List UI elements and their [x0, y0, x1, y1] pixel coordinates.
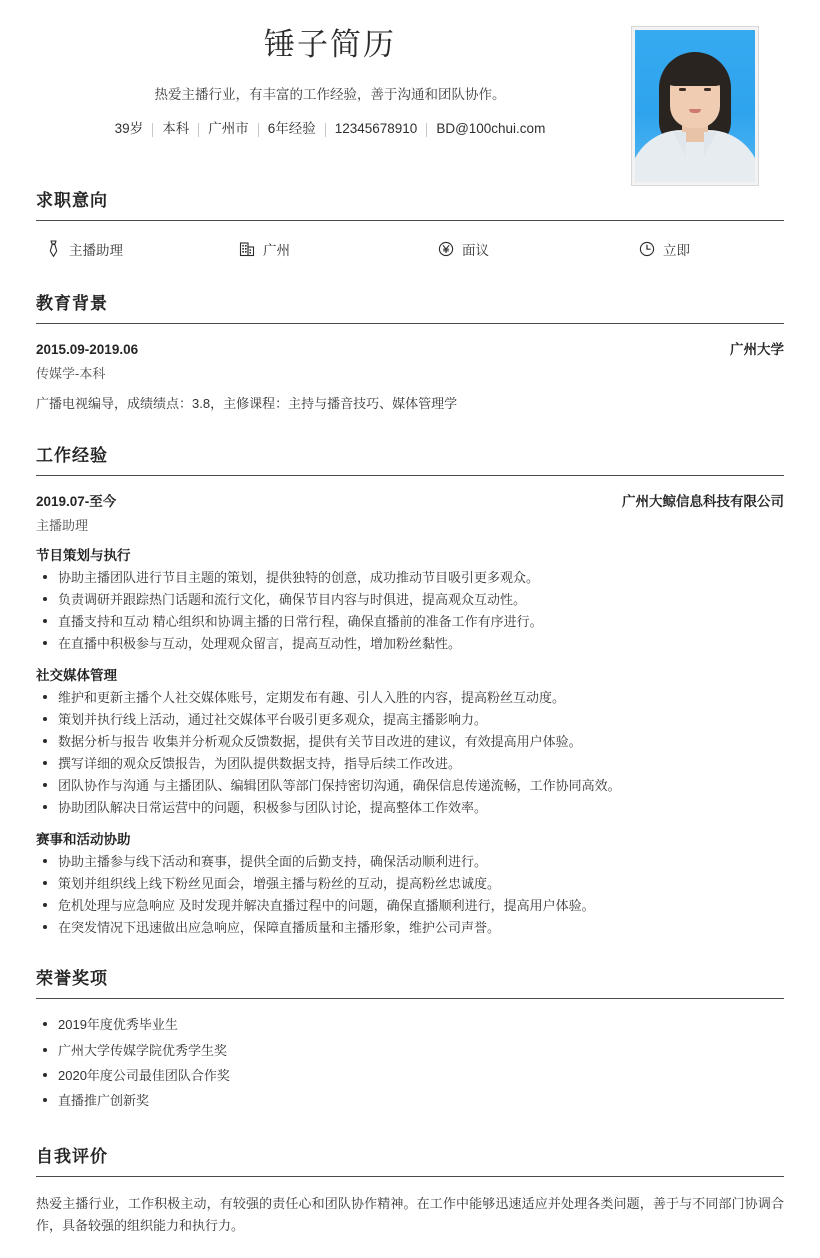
work-group-title: 社交媒体管理: [36, 667, 117, 683]
list-item: 策划并组织线上线下粉丝见面会，增强主播与粉丝的互动，提高粉丝忠诚度。: [36, 872, 784, 894]
intent-availability: [595, 239, 780, 259]
intent-position: [40, 239, 225, 259]
section-education: [36, 289, 784, 415]
work-group: [36, 664, 784, 818]
header-summary: 热爱主播行业，有丰富的工作经验，善于沟通和团队协作。: [154, 87, 506, 103]
list-item: 危机处理与应急响应 及时发现并解决直播过程中的问题，确保直播顺利进行，提高用户体验。: [36, 894, 784, 916]
section-title-self-evaluation: 自我评价: [36, 1142, 784, 1177]
contact-experience: 6年经验: [267, 121, 316, 137]
portrait-eye-right: [704, 88, 711, 91]
contact-phone: 12345678910: [334, 121, 418, 137]
section-self-evaluation: [36, 1142, 784, 1238]
portrait-collar-right: [704, 132, 717, 156]
list-item: 团队协作与沟通 与主播团队、编辑团队等部门保持密切沟通，确保信息传递流畅，工作协同高效。: [36, 774, 784, 796]
contact-line: [36, 119, 624, 139]
list-item: 协助团队解决日常运营中的问题，积极参与团队讨论，提高整体工作效率。: [36, 796, 784, 818]
section-work-experience: [36, 441, 784, 939]
intent-location-value: 广州: [263, 243, 290, 258]
intent-salary: [410, 239, 595, 259]
section-job-intention: [36, 186, 784, 263]
work-group: [36, 544, 784, 654]
list-item: 广州大学传媒学院优秀学生奖: [36, 1041, 784, 1066]
work-entry-header: [36, 490, 784, 510]
list-item: 直播支持和互动 精心组织和协调主播的日常行程，确保直播前的准备工作有序进行。: [36, 610, 784, 632]
work-group: [36, 828, 784, 938]
list-item: 2019年度优秀毕业生: [36, 1015, 784, 1040]
profile-photo-image: [635, 30, 755, 182]
work-group-bullets: [36, 850, 784, 938]
resume-header: [36, 0, 784, 160]
building-icon: [239, 241, 255, 257]
page-title: 锤子简历: [264, 27, 396, 62]
contact-age: 39岁: [114, 121, 144, 137]
job-intention-row: [36, 221, 784, 263]
intent-location: [225, 239, 410, 259]
section-title-job-intention: 求职意向: [36, 186, 784, 221]
list-item: 协助主播团队进行节目主题的策划，提供独特的创意，成功推动节目吸引更多观众。: [36, 566, 784, 588]
work-entry: [36, 476, 784, 939]
list-item: 维护和更新主播个人社交媒体账号，定期发布有趣、引人入胜的内容，提高粉丝互动度。: [36, 686, 784, 708]
contact-education: 本科: [162, 121, 190, 137]
portrait-collar-left: [673, 132, 686, 156]
contact-city: 广州市: [208, 121, 249, 137]
education-detail: 广播电视编导，成绩绩点：3.8，主修课程：主持与播音技巧、媒体管理学: [36, 396, 458, 411]
list-item: 协助主播参与线下活动和赛事，提供全面的后勤支持，确保活动顺利进行。: [36, 850, 784, 872]
portrait-eye-left: [679, 88, 686, 91]
list-item: 2020年度公司最佳团队合作奖: [36, 1066, 784, 1091]
contact-email: BD@100chui.com: [436, 121, 546, 137]
self-evaluation-text: 热爱主播行业，工作积极主动，有较强的责任心和团队协作精神。在工作中能够迅速适应并处理各类问题，善于与不同部门协调合作，具备较强的组织能力和执行力。: [36, 1196, 784, 1234]
tie-icon: [46, 240, 61, 258]
work-group-title: 赛事和活动协助: [36, 832, 131, 848]
list-item: 在突发情况下迅速做出应急响应，保障直播质量和主播形象，维护公司声誉。: [36, 916, 784, 938]
profile-photo: [631, 26, 759, 186]
work-position: 主播助理: [36, 517, 89, 533]
work-group-bullets: [36, 566, 784, 654]
work-group-bullets: [36, 686, 784, 818]
list-item: 负责调研并跟踪热门话题和流行文化，确保节目内容与时俱进，提高观众互动性。: [36, 588, 784, 610]
work-company: 广州大鲸信息科技有限公司: [622, 493, 784, 509]
intent-salary-value: 面议: [462, 243, 489, 258]
list-item: 撰写详细的观众反馈报告，为团队提供数据支持，指导后续工作改进。: [36, 752, 784, 774]
list-item: 数据分析与报告 收集并分析观众反馈数据，提供有关节目改进的建议，有效提高用户体验。: [36, 730, 784, 752]
section-awards: [36, 964, 784, 1116]
section-title-awards: 荣誉奖项: [36, 964, 784, 999]
education-entry-header: [36, 338, 784, 358]
work-date: 2019.07-至今: [36, 493, 117, 509]
intent-availability-value: 立即: [663, 243, 690, 258]
list-item: 直播推广创新奖: [36, 1091, 784, 1116]
intent-position-value: 主播助理: [69, 243, 123, 258]
portrait-hair-front: [665, 56, 725, 86]
awards-list: [36, 1015, 784, 1116]
clock-icon: [639, 241, 655, 257]
section-title-education: 教育背景: [36, 289, 784, 324]
education-major: 传媒学-本科: [36, 366, 106, 381]
education-entry: [36, 324, 784, 415]
education-school: 广州大学: [730, 342, 784, 357]
section-title-work-experience: 工作经验: [36, 441, 784, 476]
education-date: 2015.09-2019.06: [36, 342, 139, 357]
work-group-title: 节目策划与执行: [36, 547, 131, 563]
list-item: 在直播中积极参与互动，处理观众留言，提高互动性，增加粉丝黏性。: [36, 632, 784, 654]
list-item: 策划并执行线上活动，通过社交媒体平台吸引更多观众，提高主播影响力。: [36, 708, 784, 730]
yen-circle-icon: [438, 241, 454, 257]
